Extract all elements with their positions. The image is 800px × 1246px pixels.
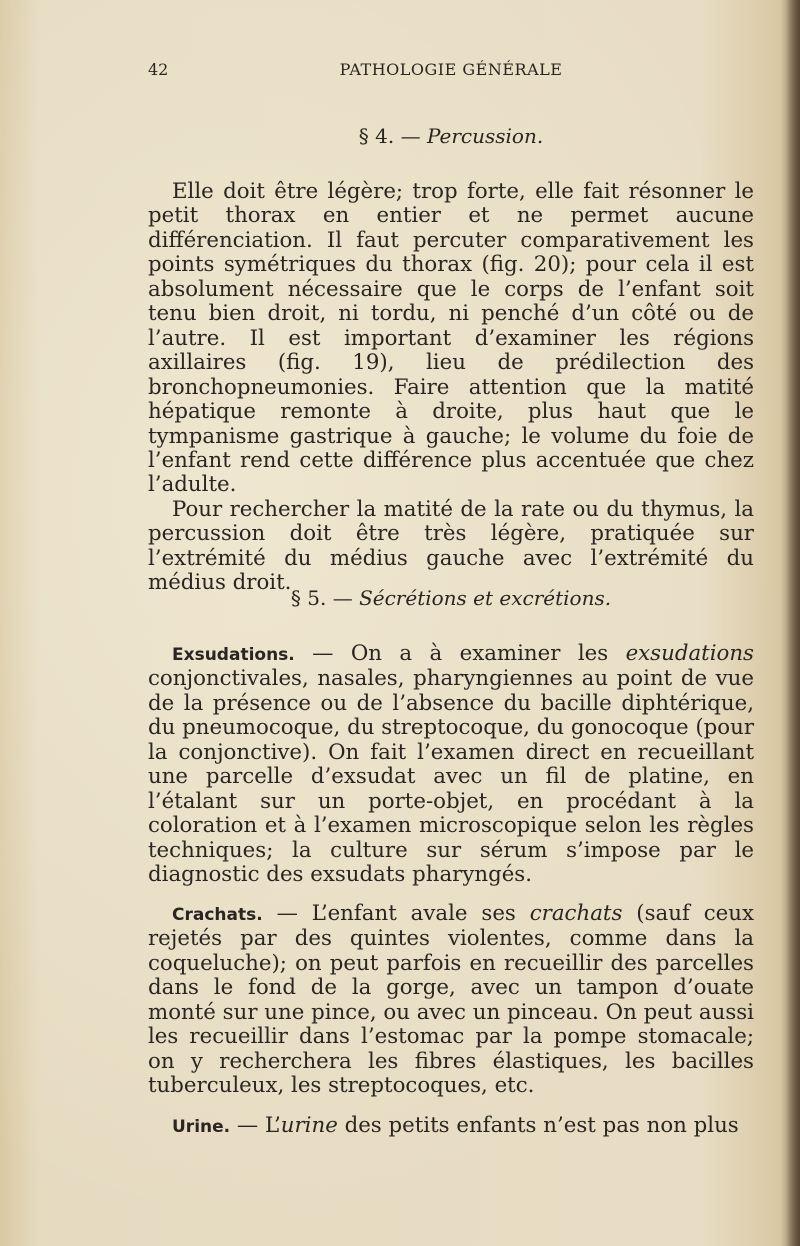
exsudations-lead: — On a à examiner les <box>294 641 626 666</box>
section-4-number: § 4. — <box>358 124 421 148</box>
exsudations-rest: conjonctivales, nasales, pharyngiennes au point de vue de la présence ou de l’absence du bacille diphtérique, du pneumocoque, du streptocoque, du gonocoque (pour la conjonctive). On fait l’examen direct en recueillant une parcelle d’exsudat avec un fil de platine, en l’étalant sur un porte-objet, en procédant à la coloration et à l’examen microscopique selon les règles techniques; la culture sur sérum s’impose par le diagnostic des exsudats pharyngés. <box>148 666 754 888</box>
urine-term: urine <box>280 1113 338 1138</box>
crachats-text <box>148 902 754 1099</box>
section-4-heading <box>148 124 754 148</box>
page-number: 42 <box>148 60 169 79</box>
exsudations-term: exsudations <box>625 641 754 666</box>
exsudations-paragraph <box>148 642 754 888</box>
section-5-heading <box>148 586 754 610</box>
urine-rest: des petits enfants n’est pas non plus <box>337 1113 739 1138</box>
urine-paragraph <box>148 1114 754 1139</box>
crachats-paragraph <box>148 902 754 1099</box>
running-title: PATHOLOGIE GÉNÉRALE <box>339 60 563 79</box>
exsudations-label: Exsudations. <box>172 645 295 665</box>
section-5-number: § 5. — <box>290 586 353 610</box>
urine-lead: — L’ <box>230 1113 281 1138</box>
urine-text <box>148 1114 754 1139</box>
page-header <box>148 60 754 84</box>
crachats-term: crachats <box>529 901 623 926</box>
page-edge-shadow <box>786 0 800 1246</box>
exsudations-text <box>148 642 754 888</box>
section-5-title: Sécrétions et excrétions. <box>359 586 612 610</box>
crachats-rest: (sauf ceux rejetés par des quintes violentes, comme dans la coqueluche); on peut parfois en recueillir des parcelles dans le fond de la gorge, avec un tampon d’ouate monté sur une pince, ou avec un pinceau. On peut aussi les recueillir dans l’estomac par la pompe stomacale; on y recherchera les fibres élastiques, les bacilles tuberculeux, les streptocoques, etc. <box>148 901 754 1099</box>
percussion-paragraph-2: Pour rechercher la matité de la rate ou du thymus, la percussion doit être très légère, pratiquée sur l’extrémité du médius gauche avec l’extrémité du médius droit. <box>148 496 754 596</box>
percussion-paragraph-1: Elle doit être légère; trop forte, elle fait résonner le petit thorax en entier et ne permet aucune différenciation. Il faut percuter comparativement les points symétriques du thorax (fig. 20); pour cela il est absolument nécessaire que le corps de l’enfant soit tenu bien droit, ni tordu, ni penché d’un côté ou de l’autre. Il est important d’examiner les régions axillaires (fig. 19), lieu de prédilection des bronchopneumonies. Faire attention que la matité hépatique remonte à droite, plus haut que le tympanisme gastrique à gauche; le volume du foie de l’enfant rend cette différence plus accentuée que chez l’adulte. <box>148 179 754 498</box>
crachats-label: Crachats. <box>172 905 263 925</box>
percussion-text <box>148 180 754 596</box>
crachats-lead: — L’enfant avale ses <box>262 901 530 926</box>
urine-label: Urine. <box>172 1117 231 1137</box>
section-4-title: Percussion. <box>426 124 544 148</box>
